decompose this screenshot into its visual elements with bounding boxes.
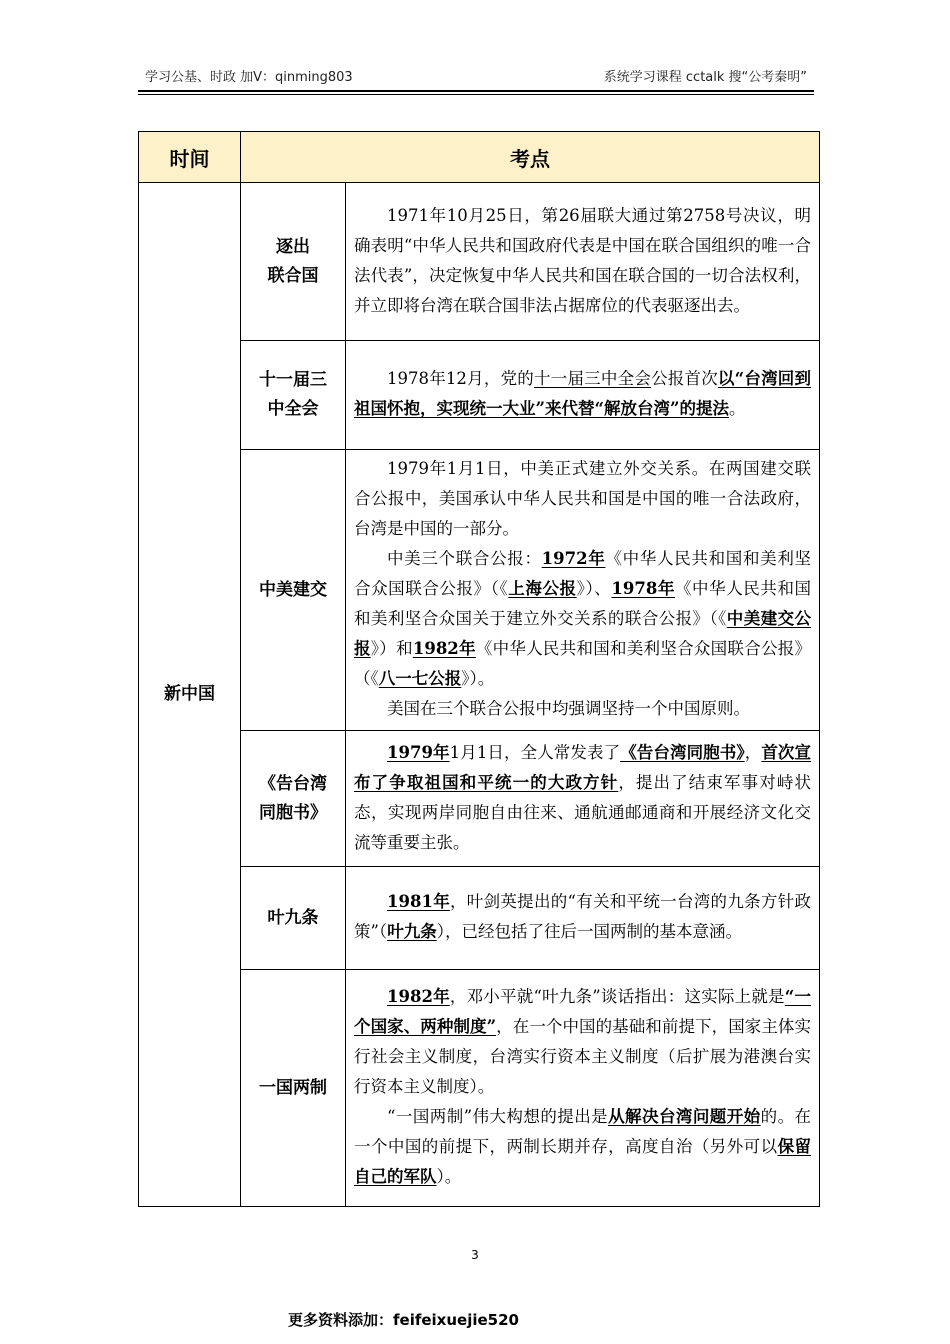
topic-label-line: 中全会 — [267, 399, 319, 419]
topic-content — [346, 731, 820, 867]
content-text: ， — [744, 742, 762, 762]
topic-label-line: 同胞书》 — [259, 802, 327, 823]
topic-label — [241, 731, 346, 867]
emphasis-text: 《告台湾同胞书》 — [620, 742, 745, 762]
exam-points-table — [138, 131, 820, 1207]
emphasis-text: 1978年 — [611, 579, 675, 598]
topic-label — [241, 970, 346, 1207]
emphasis-text: 从解决台湾问题开始 — [608, 1107, 761, 1126]
emphasis-text: 以“台湾回到祖国怀抱，实现统一大业”来代替“解放台湾”的提法 — [354, 369, 811, 418]
content-text: 公报首次 — [651, 369, 718, 388]
content-text: 》）和 — [370, 639, 413, 658]
emphasis-text: 保留自己的军队 — [354, 1137, 812, 1186]
topic-content — [346, 970, 820, 1207]
emphasis-text: 1982年 — [387, 987, 450, 1006]
content-text: 《中华人民共和国和美利坚合众国联合公报》（《 — [354, 639, 812, 688]
content-text: ，叶剑英提出的“有关和平统一台湾的九条方针政策”（ — [354, 892, 811, 941]
topic-label-line: 联合国 — [267, 265, 319, 286]
content-paragraph — [354, 454, 811, 544]
table-header-row — [139, 132, 820, 183]
header-time: 时间 — [139, 132, 241, 183]
table-row — [139, 867, 820, 970]
content-text: 》）。 — [461, 669, 495, 688]
footer-note: 更多资料添加：feifeixuejie520 — [288, 1311, 519, 1329]
topic-label-line: 《告台湾 — [259, 773, 327, 794]
emphasis-text: “一个国家、两种制度” — [354, 987, 811, 1036]
table-body — [139, 183, 820, 1207]
content-paragraph — [354, 694, 811, 724]
content-text: ，在一个中国的基础和前提下，国家主体实行社会主义制度，台湾实行资本主义制度（后扩展为港澳台实行资本主义制度）。 — [354, 1017, 812, 1096]
emphasis-text: 叶九条 — [387, 922, 437, 941]
emphasis-text: 1972年 — [541, 549, 606, 568]
header-rule-thin — [138, 94, 814, 95]
content-paragraph — [354, 364, 811, 424]
content-text: 》）、 — [576, 579, 612, 598]
content-text: 美国在三个联合公报中均强调坚持一个中国原则。 — [387, 699, 750, 718]
topic-label-line: 逐出 — [276, 236, 310, 257]
content-text: 1月1日，全人常发表了 — [449, 742, 621, 762]
content-text: ，邓小平就“叶九条”谈话指出：这实际上就是 — [449, 987, 785, 1006]
topic-label-line: 一国两制 — [259, 1077, 327, 1098]
period-cell: 新中国 — [139, 183, 241, 1207]
content-paragraph — [354, 887, 811, 947]
table-row — [139, 183, 820, 341]
content-text: 。 — [728, 399, 746, 418]
content-text: ）。 — [436, 1167, 462, 1186]
topic-content — [346, 450, 820, 731]
topic-content — [346, 341, 820, 450]
table-row — [139, 731, 820, 867]
table-row — [139, 450, 820, 731]
content-paragraph — [354, 738, 811, 858]
content-paragraph — [354, 1102, 811, 1192]
content-text: “一国两制”伟大构想的提出是 — [387, 1107, 609, 1126]
topic-label-line: 中美建交 — [259, 579, 327, 600]
table-row — [139, 970, 820, 1207]
content-paragraph — [354, 201, 811, 321]
content-text: 的。在一个中国的前提下，两制长期并存，高度自治（另外可以 — [354, 1107, 812, 1156]
header-right: 系统学习课程 cctalk 搜“公考秦明” — [603, 70, 807, 85]
header-rule — [138, 90, 814, 92]
content-text: 《中华人民共和国和美利坚合众国联合公报》（《 — [354, 549, 812, 598]
content-paragraph — [354, 982, 811, 1102]
content-text: 中美三个联合公报： — [387, 549, 542, 568]
topic-content — [346, 183, 820, 341]
header-left: 学习公基、时政 加V：qinming803 — [145, 70, 353, 85]
content-text: 1971年10月25日，第26届联大通过第2758号决议，明确表明“中华人民共和国政府代表是中国在联合国组织的唯一合法代表”，决定恢复中华人民共和国在联合国的一切合法权利，并立即将台湾在联合国非法占据席位的代表驱逐出去。 — [354, 205, 811, 315]
content-paragraph — [354, 544, 811, 694]
emphasis-text: 1982年 — [412, 639, 476, 658]
topic-label — [241, 450, 346, 731]
table-row — [139, 341, 820, 450]
topic-label — [241, 183, 346, 341]
content-text: 1979年1月1日，中美正式建立外交关系。在两国建交联合公报中，美国承认中华人民共和国是中国的唯一合法政府，台湾是中国的一部分。 — [354, 459, 811, 538]
emphasis-text: 1979年 — [387, 742, 450, 762]
header-point: 考点 — [241, 132, 820, 183]
emphasis-text: 八一七公报 — [378, 669, 462, 688]
content-text: ，提出了结束军事对峙状态，实现两岸同胞自由往来、通航通邮通商和开展经济文化交流等重要主张。 — [354, 772, 812, 852]
topic-label-line: 叶九条 — [267, 907, 319, 928]
content-text: 《中华人民共和国和美利坚合众国关于建立外交关系的联合公报》（《 — [354, 579, 812, 628]
emphasis-text: 1981年 — [387, 892, 450, 911]
page-number: 3 — [471, 1248, 479, 1262]
emphasis-text: 中美建交公报 — [354, 609, 812, 658]
topic-content — [346, 867, 820, 970]
emphasis-text: 上海公报 — [508, 579, 577, 598]
topic-label-line: 十一届三 — [259, 370, 327, 390]
topic-label — [241, 341, 346, 450]
content-text: ），已经包括了往后一国两制的基本意涵。 — [436, 922, 742, 941]
emphasis-text: 十一届三中全会 — [534, 369, 652, 388]
topic-label — [241, 867, 346, 970]
content-text: 1978年12月，党的 — [387, 369, 535, 388]
emphasis-text: 首次宣布了争取祖国和平统一的大政方针 — [354, 742, 812, 792]
